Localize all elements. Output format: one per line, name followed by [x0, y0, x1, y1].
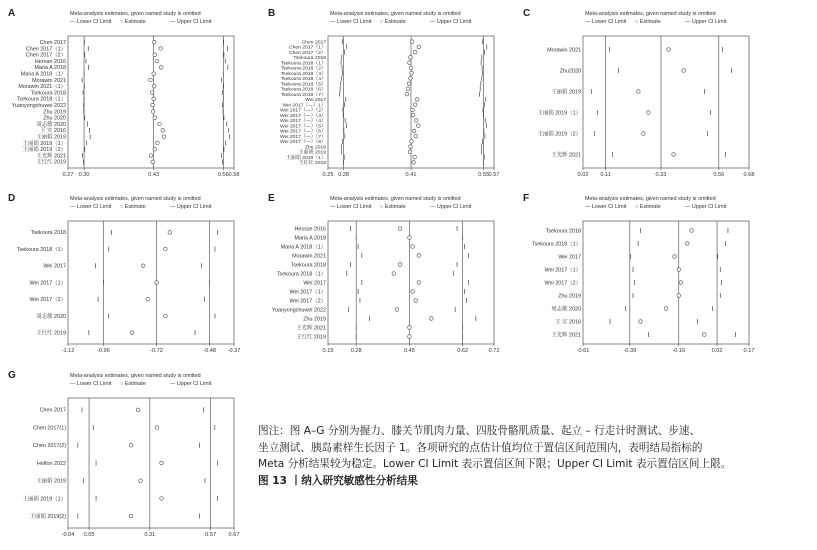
estimate-point: [409, 56, 413, 60]
study-label: Wei 2017（—）（2）: [279, 107, 326, 114]
estimate-point: [410, 71, 414, 75]
study-label: Tsekoura 2018（4）: [280, 76, 326, 83]
tick-label: 0.05: [83, 532, 95, 538]
tick-label: 0.43: [148, 172, 160, 178]
caption-line-1: 图注：图 A–G 分别为握力、膝关节肌肉力量、四肢骨骼肌质量、起立 – 行走计时测试、步速、: [258, 425, 701, 437]
estimate-point: [129, 443, 133, 447]
estimate-point: [411, 113, 415, 117]
study-label: Chen 2017: [301, 39, 326, 46]
legend-entry: ○ Estimate: [635, 19, 661, 25]
estimate-point: [417, 45, 421, 49]
study-label: 周志敏 2020: [551, 306, 581, 313]
study-label: Maria A 2018: [34, 65, 66, 72]
study-label: 周志敏 2020: [36, 121, 66, 128]
forest-plot-svg: [8, 8, 248, 180]
legend-entry: ○ Estimate: [120, 381, 146, 387]
estimate-point: [677, 268, 681, 272]
estimate-point: [136, 408, 140, 412]
estimate-point: [417, 254, 421, 258]
study-label: Chen 2017(2): [33, 443, 66, 450]
estimate-point: [158, 122, 162, 126]
figure-caption: [258, 423, 770, 489]
study-label: Wei 2017（—）（7）: [279, 133, 326, 140]
plot-frame: [68, 398, 234, 528]
legend-entry: — Lower CI Limit: [585, 19, 627, 25]
tick-label: 0.41: [405, 172, 417, 178]
study-label: 王光辉 2021: [551, 332, 581, 339]
study-label: Wei 2017: [558, 254, 581, 261]
study-label: Tsekoura 2018（2）: [280, 65, 326, 72]
estimate-point: [162, 135, 166, 139]
forest-panel-e: [268, 193, 508, 356]
estimate-point: [159, 47, 163, 51]
study-label: Zhu 2019: [558, 293, 581, 300]
estimate-point: [408, 150, 412, 154]
legend-entry: ○ Estimate: [380, 204, 406, 210]
study-label: Maria A 2018: [294, 235, 326, 242]
legend-entry: — Lower CI Limit: [330, 204, 372, 210]
study-label: 王丽娟 2019: [36, 134, 66, 141]
estimate-point: [156, 141, 160, 145]
study-label: Zhu 2020: [43, 115, 66, 122]
study-label: Tsekoura 2018（1）: [16, 96, 66, 103]
study-label: 王红红 2019: [296, 334, 326, 341]
estimate-point: [414, 299, 418, 303]
study-label: 王红红 2019: [298, 160, 326, 167]
legend-entry: — Lower CI Limit: [330, 19, 372, 25]
estimate-point: [155, 426, 159, 430]
tick-label: 0.28: [338, 172, 350, 178]
estimate-point: [703, 333, 707, 337]
estimate-point: [685, 242, 689, 246]
study-label: Tsekoura 2018: [30, 230, 66, 237]
estimate-point: [408, 335, 412, 339]
caption-line-2: 坐立测试、胰岛素样生长因子 1。各项研究的点估计值均位于置信区间范围内，表明结局指标的: [258, 441, 703, 454]
estimate-point: [152, 72, 156, 76]
tick-label: 0.56: [713, 172, 725, 178]
study-label: Chen 2017(1): [33, 425, 66, 432]
forest-plot-svg: [268, 8, 508, 180]
forest-panel-f: [523, 193, 763, 356]
estimate-point: [411, 290, 415, 294]
panel-label: F: [523, 193, 530, 204]
study-label: 王红红 2019: [36, 330, 66, 337]
study-label: Wei 2017（—）1）: [282, 102, 326, 109]
estimate-point: [159, 66, 163, 70]
legend-entry: — Upper CI Limit: [430, 19, 472, 25]
study-label: 王丽娟 2019: [298, 149, 326, 156]
estimate-point: [408, 326, 412, 330]
forest-plot-svg: [8, 370, 248, 540]
estimate-point: [160, 497, 164, 501]
estimate-point: [664, 307, 668, 311]
panel-label: E: [268, 193, 275, 204]
plot-title: Meta-analysis estimates, given named study is omitted: [330, 196, 461, 202]
estimate-point: [151, 103, 155, 107]
study-label: Wei 2017（1）: [29, 280, 66, 287]
tick-label: 0.28: [350, 348, 362, 354]
tick-label: 0.02: [577, 172, 589, 178]
panel-label: B: [268, 8, 276, 19]
legend-entry: — Lower CI Limit: [70, 204, 112, 210]
plot-title: Meta-analysis estimates, given named study is omitted: [330, 11, 461, 17]
estimate-point: [161, 129, 165, 133]
forest-plot-svg: [268, 193, 508, 356]
estimate-point: [146, 297, 150, 301]
tick-label: 0.33: [655, 172, 667, 178]
plot-title: Meta-analysis estimates, given named study is omitted: [70, 373, 201, 379]
study-label: Wei 2017: [43, 263, 66, 270]
estimate-point: [642, 132, 646, 136]
estimate-point: [149, 154, 153, 158]
study-label: Wei 2017（—）（3）: [279, 112, 326, 119]
legend-entry: — Upper CI Limit: [170, 204, 212, 210]
tick-label: 0.30: [78, 172, 90, 178]
legend-entry: ○ Estimate: [120, 19, 146, 25]
panel-label: C: [523, 8, 531, 19]
estimate-point: [139, 479, 143, 483]
study-label: Morawin 2021（1）: [18, 84, 66, 91]
legend-entry: ○ Estimate: [635, 204, 661, 210]
study-label: 王丽娟 2019（1）: [22, 140, 66, 147]
study-label: 王红红 2019: [36, 159, 66, 166]
tick-label: 0.68: [743, 172, 755, 178]
study-label: 王光辉 2021: [551, 152, 581, 159]
caption-line-3: Meta 分析结果较为稳定。Lower CI Limit 表示置信区间下限；Upper CI Limit 表示置信区间上限。: [258, 458, 732, 470]
tick-label: 0.57: [488, 172, 500, 178]
estimate-point: [141, 264, 145, 268]
study-label: Wei 2017（1）: [289, 289, 326, 296]
study-label: Zhu2020: [559, 68, 581, 75]
forest-plot-svg: [8, 193, 248, 356]
estimate-point: [392, 272, 396, 276]
legend-entry: — Upper CI Limit: [170, 19, 212, 25]
study-label: Tsekoura 2018（3）: [280, 70, 326, 77]
estimate-point: [129, 514, 133, 518]
study-label: Zhu 2019: [43, 109, 66, 116]
legend-entry: — Upper CI Limit: [685, 19, 727, 25]
estimate-point: [673, 255, 677, 259]
plot-title: Meta-analysis estimates, given named study is omitted: [70, 196, 201, 202]
study-label: Wei 2017（—）（5）: [279, 123, 326, 130]
forest-panel-c: [523, 8, 763, 180]
tick-label: 0.55: [478, 172, 490, 178]
study-label: Tsekoura 2018: [30, 90, 66, 97]
study-label: Zhu 2019: [305, 144, 326, 151]
study-label: Wei 2017（2）: [544, 280, 581, 287]
estimate-point: [153, 53, 157, 57]
tick-label: -0.39: [623, 348, 637, 354]
estimate-point: [682, 69, 686, 73]
study-label: 王丽娟 2019（1）: [537, 110, 581, 117]
forest-panel-b: [268, 8, 508, 180]
estimate-point: [411, 108, 415, 112]
study-label: Chen 2017（2）: [25, 52, 66, 59]
panel-label: G: [8, 370, 16, 381]
study-label: Tsekoura 2018（7）: [280, 91, 326, 98]
legend-entry: ○ Estimate: [380, 19, 406, 25]
tick-label: 0.31: [144, 532, 156, 538]
plot-frame: [583, 36, 749, 168]
study-label: Wei 2017: [305, 97, 326, 104]
study-label: Wei 2017（2）: [29, 297, 66, 304]
legend-entry: — Lower CI Limit: [70, 19, 112, 25]
tick-label: -0.37: [227, 348, 241, 354]
plot-frame: [328, 221, 494, 344]
estimate-point: [411, 245, 415, 249]
estimate-point: [415, 98, 419, 102]
estimate-point: [155, 59, 159, 63]
legend-entry: — Upper CI Limit: [430, 204, 472, 210]
study-label: Tsekoura 2018（1）: [16, 246, 66, 253]
estimate-point: [408, 236, 412, 240]
estimate-point: [130, 331, 134, 335]
tick-label: 0.45: [403, 348, 415, 354]
estimate-point: [395, 308, 399, 312]
forest-plot-svg: [523, 8, 763, 180]
tick-label: -0.96: [97, 348, 110, 354]
panel-label: A: [8, 8, 16, 19]
tick-label: 0.11: [600, 172, 611, 178]
tick-label: 0.02: [711, 348, 723, 354]
study-label: Wei 2017（1）: [544, 267, 581, 274]
estimate-point: [405, 92, 409, 96]
study-label: Tsekoura 2018: [290, 262, 326, 269]
study-label: 周志敏 2020: [36, 313, 66, 320]
estimate-point: [398, 227, 402, 231]
study-label: Morawin 2021: [292, 253, 326, 260]
study-label: Tsekoura 2018（6）: [280, 86, 326, 93]
study-label: Tsekoura 2018: [293, 55, 326, 62]
estimate-point: [413, 103, 417, 107]
study-label: Maria A 2018（1）: [280, 244, 326, 251]
legend-entry: — Lower CI Limit: [70, 381, 112, 387]
estimate-point: [398, 263, 402, 267]
study-label: Wei 2017（—）（8）: [279, 139, 326, 146]
study-label: 王光辉 2021: [36, 153, 66, 160]
estimate-point: [690, 229, 694, 233]
estimate-point: [406, 87, 410, 91]
tick-label: -0.48: [203, 348, 217, 354]
estimate-point: [153, 116, 157, 120]
tick-label: 0.19: [322, 348, 334, 354]
estimate-point: [637, 90, 641, 94]
estimate-point: [414, 134, 418, 138]
legend-entry: ○ Estimate: [120, 204, 146, 210]
study-label: 王丽娟 2019（2）: [22, 147, 66, 154]
tick-label: -0.16: [672, 348, 686, 354]
study-label: 王 实 2016: [40, 128, 66, 135]
study-label: 王丽娟 2019（1）: [285, 154, 326, 161]
study-label: 王丽娟 2019: [36, 478, 66, 485]
forest-panel-d: [8, 193, 248, 356]
estimate-point: [153, 147, 157, 151]
tick-label: -0.04: [61, 532, 75, 538]
estimate-point: [430, 317, 434, 321]
forest-panel-a: [8, 8, 248, 180]
plot-frame: [68, 36, 234, 168]
tick-label: -0.72: [150, 348, 163, 354]
estimate-point: [168, 231, 172, 235]
study-label: Tsekoura 2018（5）: [280, 81, 326, 88]
estimate-point: [152, 97, 156, 101]
estimate-point: [639, 320, 643, 324]
tick-label: 0.25: [322, 172, 334, 178]
estimate-point: [677, 294, 681, 298]
study-label: Tsekoura 2018（1）: [531, 241, 581, 248]
study-label: 王丽娟 2019: [551, 89, 581, 96]
study-label: Yuanyongchuwei 2022: [271, 307, 326, 314]
estimate-point: [407, 82, 411, 86]
plot-title: Meta-analysis estimates, given named study is omitted: [70, 11, 201, 17]
estimate-point: [413, 155, 417, 159]
study-label: Morawin 2021: [547, 47, 581, 54]
study-label: Morawin 2021: [32, 77, 66, 84]
study-label: Wei 2017（—）（6）: [279, 128, 326, 135]
legend-entry: — Upper CI Limit: [685, 204, 727, 210]
estimate-point: [667, 48, 671, 52]
estimate-point: [410, 40, 414, 44]
study-label: 王 实 2016: [555, 319, 581, 326]
study-label: Chen 2017（1）: [288, 44, 326, 51]
plot-title: Meta-analysis estimates, given named study is omitted: [585, 196, 716, 202]
study-label: 王丽娟 2019（1）: [22, 496, 66, 503]
estimate-point: [150, 91, 154, 95]
caption-title: 图 13 丨纳入研究敏感性分析结果: [258, 474, 418, 487]
estimate-point: [409, 145, 413, 149]
estimate-point: [679, 281, 683, 285]
study-label: Wei 2017（2）: [289, 298, 326, 305]
estimate-point: [410, 140, 414, 144]
estimate-point: [416, 124, 420, 128]
study-label: Yuanyongchuwei 2022: [11, 103, 66, 110]
study-label: Tsekoura 2018（1）: [276, 271, 326, 278]
estimate-point: [164, 314, 168, 318]
estimate-point: [151, 160, 155, 164]
estimate-point: [417, 281, 421, 285]
study-label: Wei 2017: [303, 280, 326, 287]
tick-label: 0.67: [228, 532, 240, 538]
tick-label: -1.12: [61, 348, 75, 354]
study-label: 王丽娟 2019（2）: [537, 131, 581, 138]
tick-label: 0.56: [217, 172, 229, 178]
legend-entry: — Upper CI Limit: [170, 381, 212, 387]
tick-label: -0.61: [576, 348, 590, 354]
study-label: Helfon 2022: [36, 460, 66, 467]
estimate-point: [412, 129, 416, 133]
study-label: Tsekoura 2018（1）: [280, 60, 326, 67]
panel-label: D: [8, 193, 16, 204]
study-label: Hessse 2016: [294, 226, 326, 233]
study-label: Chen 2017（2）: [288, 49, 326, 56]
estimate-point: [647, 111, 651, 115]
study-label: 王光辉 2021: [296, 325, 326, 332]
estimate-point: [409, 77, 413, 81]
tick-label: 0.58: [228, 172, 240, 178]
study-label: Wei 2017（—）（4）: [279, 118, 326, 125]
estimate-point: [672, 153, 676, 157]
plot-frame: [583, 221, 749, 344]
estimate-point: [151, 110, 155, 114]
estimate-point: [408, 61, 412, 65]
tick-label: 0.62: [457, 348, 469, 354]
estimate-point: [409, 66, 413, 70]
study-label: Tsekoura 2018: [545, 228, 581, 235]
forest-plot-svg: [523, 193, 763, 356]
estimate-point: [413, 50, 417, 54]
study-label: Zhu 2019: [303, 316, 326, 323]
tick-label: 0.72: [488, 348, 500, 354]
study-label: Chen 2017（1）: [25, 46, 66, 53]
tick-label: 0.27: [62, 172, 74, 178]
study-label: Chen 2017: [39, 40, 66, 47]
tick-label: 0.57: [205, 532, 217, 538]
plot-frame: [68, 221, 234, 344]
estimate-point: [164, 247, 168, 251]
estimate-point: [149, 78, 153, 82]
study-label: Chen 2017: [39, 407, 66, 414]
estimate-point: [152, 84, 156, 88]
study-label: 王丽娟 2019(2): [29, 514, 66, 521]
estimate-point: [160, 461, 164, 465]
estimate-point: [152, 40, 156, 44]
legend-entry: — Lower CI Limit: [585, 204, 627, 210]
forest-panel-g: [8, 370, 248, 540]
estimate-point: [155, 281, 159, 285]
study-label: Maria A 2018（1）: [20, 71, 66, 78]
study-label: Hernan 2016: [34, 58, 66, 65]
estimate-point: [414, 119, 418, 123]
plot-title: Meta-analysis estimates, given named study is omitted: [585, 11, 716, 17]
tick-label: 0.17: [743, 348, 755, 354]
estimate-point: [412, 161, 416, 165]
